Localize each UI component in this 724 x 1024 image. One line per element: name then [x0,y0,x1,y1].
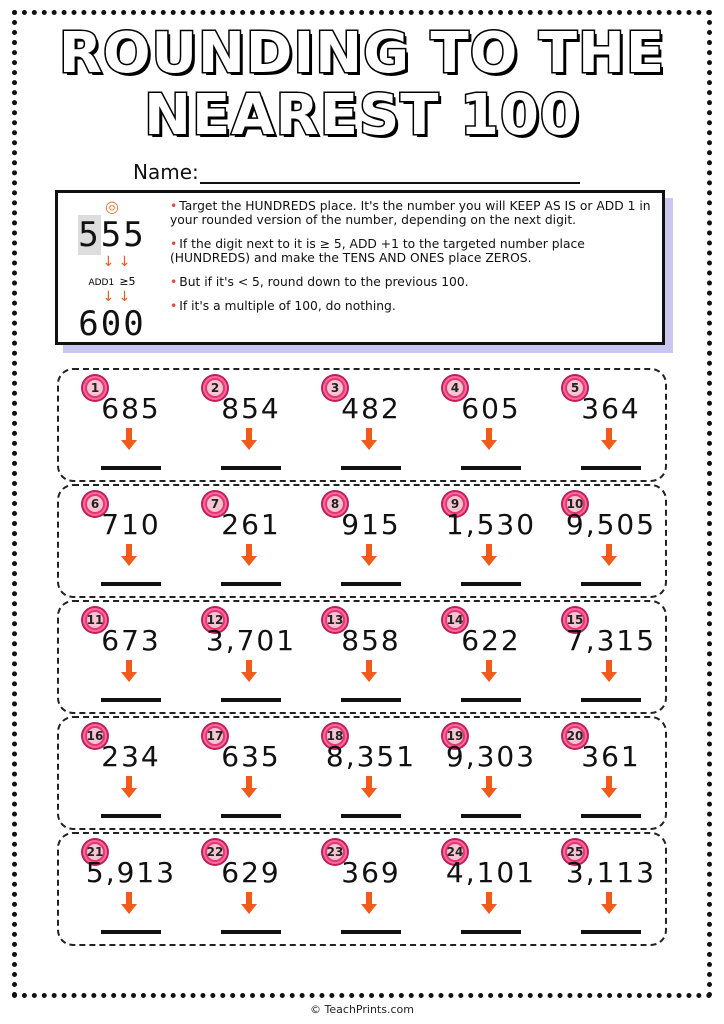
example-rule [72,270,152,289]
problem-index: 18 [326,729,344,743]
answer-line[interactable] [581,582,641,586]
problem-index: 6 [87,496,103,512]
problem-index: 7 [207,496,223,512]
problem-value: 685 [101,392,161,425]
problem-value: 605 [461,392,521,425]
problem-value: 673 [101,624,161,657]
problem-value: 234 [101,740,161,773]
tip: • If the digit next to it is ≥ 5, ADD +1 to the targeted number place (HUNDREDS) and make the TENS AND ONES place ZEROS. [170,237,660,265]
problem-index: 24 [446,845,464,859]
tip: • If it's a multiple of 100, do nothing. [170,299,660,313]
arrow-down-icon [361,776,377,802]
answer-line[interactable] [341,466,401,470]
problem-item [69,602,189,716]
problem-value: 364 [581,392,641,425]
problem-index: 9 [447,496,463,512]
title-line-2: NEAREST 100 [144,83,580,148]
arrow-down-icon [361,428,377,454]
problem-item [69,718,189,832]
name-label: Name: [133,160,199,184]
problem-value: 361 [581,740,641,773]
problem-item [309,486,429,600]
problem-item [549,486,669,600]
arrow-down-icon [241,544,257,570]
answer-line[interactable] [341,814,401,818]
problem-row [57,832,667,946]
problem-item [69,486,189,600]
arrow-down-icon [121,776,137,802]
answer-line[interactable] [461,582,521,586]
answer-line[interactable] [221,814,281,818]
tip: • But if it's < 5, round down to the previous 100. [170,275,660,289]
problem-row [57,484,667,598]
arrow-down-icon [481,776,497,802]
answer-line[interactable] [101,466,161,470]
problem-index: 4 [447,380,463,396]
problem-value: 482 [341,392,401,425]
problem-index: 5 [567,380,583,396]
problem-row [57,600,667,714]
arrow-down-icon [481,428,497,454]
problem-item [549,718,669,832]
problem-row [57,716,667,830]
problem-item [309,602,429,716]
answer-line[interactable] [221,466,281,470]
problem-index: 16 [86,729,104,743]
answer-line[interactable] [221,698,281,702]
problem-value: 4,101 [445,856,537,889]
example-result: 600 [78,304,146,344]
arrow-down-icon [601,544,617,570]
problem-index: 17 [206,729,224,743]
problem-index: 12 [206,613,224,627]
arrow-down-icon [361,892,377,918]
problem-item [549,602,669,716]
arrow-down-icon [481,660,497,686]
problem-index: 2 [207,380,223,396]
answer-line[interactable] [581,466,641,470]
cond-label: ≥5 [119,275,136,288]
example-number [72,216,152,254]
add-label: ADD1 [88,278,115,288]
problem-item [549,370,669,484]
arrow-down-icon [241,776,257,802]
arrow-down-icon [361,660,377,686]
title-line-1: ROUNDING TO THE [58,21,666,86]
tips-list [170,199,660,323]
problem-value: 710 [101,508,161,541]
problem-index: 21 [86,845,104,859]
problem-item [189,602,309,716]
arrow-down-icon: ↓ ↓ [93,289,131,305]
footer-credit: © TeachPrints.com [310,1003,414,1016]
problem-value: 622 [461,624,521,657]
problem-index: 20 [566,729,584,743]
problem-index: 10 [566,497,584,511]
tip: • Target the HUNDREDS place. It's the number you will KEEP AS IS or ADD 1 in your rounded version of the number, depending on the next digit. [170,199,660,227]
answer-line[interactable] [101,930,161,934]
problem-index: 3 [327,380,343,396]
problem-value: 261 [221,508,281,541]
problem-index: 8 [327,496,343,512]
answer-line[interactable] [341,582,401,586]
answer-line[interactable] [101,814,161,818]
problem-item [189,834,309,948]
answer-line[interactable] [341,698,401,702]
problem-index: 1 [87,380,103,396]
problem-index: 19 [446,729,464,743]
arrow-down-icon [481,544,497,570]
problem-item [69,834,189,948]
arrow-down-icon [601,776,617,802]
problem-value: 7,315 [565,624,657,657]
problem-index: 11 [86,613,104,627]
problem-value: 3,701 [205,624,297,657]
answer-line[interactable] [461,466,521,470]
problem-item [189,718,309,832]
problem-item [429,718,549,832]
problem-value: 5,913 [85,856,177,889]
problem-value: 9,505 [565,508,657,541]
problem-index: 14 [446,613,464,627]
arrow-down-icon [241,892,257,918]
answer-line[interactable] [341,930,401,934]
problem-value: 369 [341,856,401,889]
problem-item [429,834,549,948]
problem-index: 23 [326,845,344,859]
problem-value: 8,351 [325,740,417,773]
arrow-down-icon [241,428,257,454]
problem-index: 15 [566,613,584,627]
arrow-down-icon [481,892,497,918]
name-field[interactable] [200,182,580,184]
answer-line[interactable] [581,930,641,934]
problem-item [429,486,549,600]
answer-line[interactable] [581,814,641,818]
arrow-down-icon [601,660,617,686]
answer-line[interactable] [581,698,641,702]
problem-index: 25 [566,845,584,859]
problem-index: 13 [326,613,344,627]
problem-item [549,834,669,948]
problem-value: 858 [341,624,401,657]
problem-row [57,368,667,482]
arrow-down-icon: ↓ ↓ [93,254,131,270]
answer-line[interactable] [461,930,521,934]
answer-line[interactable] [221,930,281,934]
problem-value: 635 [221,740,281,773]
arrow-down-icon [601,892,617,918]
answer-line[interactable] [101,582,161,586]
hundreds-digit: 5 [78,215,101,255]
problem-item [309,370,429,484]
problem-value: 9,303 [445,740,537,773]
arrow-down-icon [121,892,137,918]
arrow-down-icon [121,544,137,570]
answer-line[interactable] [461,814,521,818]
problem-item [429,602,549,716]
arrow-down-icon [121,660,137,686]
problem-item [429,370,549,484]
problem-item [309,718,429,832]
problem-item [189,370,309,484]
answer-line[interactable] [101,698,161,702]
arrow-down-icon [361,544,377,570]
answer-line[interactable] [461,698,521,702]
example [72,197,152,342]
problem-value: 3,113 [565,856,657,889]
problem-value: 915 [341,508,401,541]
arrow-down-icon [601,428,617,454]
target-icon: ◎ [105,197,119,216]
problem-item [309,834,429,948]
problem-value: 854 [221,392,281,425]
problem-item [189,486,309,600]
instructions-box [55,190,665,345]
arrow-down-icon [121,428,137,454]
problem-index: 22 [206,845,224,859]
problem-value: 629 [221,856,281,889]
problem-item [69,370,189,484]
example-rest: 55 [100,215,146,255]
problem-value: 1,530 [445,508,537,541]
answer-line[interactable] [221,582,281,586]
arrow-down-icon [241,660,257,686]
